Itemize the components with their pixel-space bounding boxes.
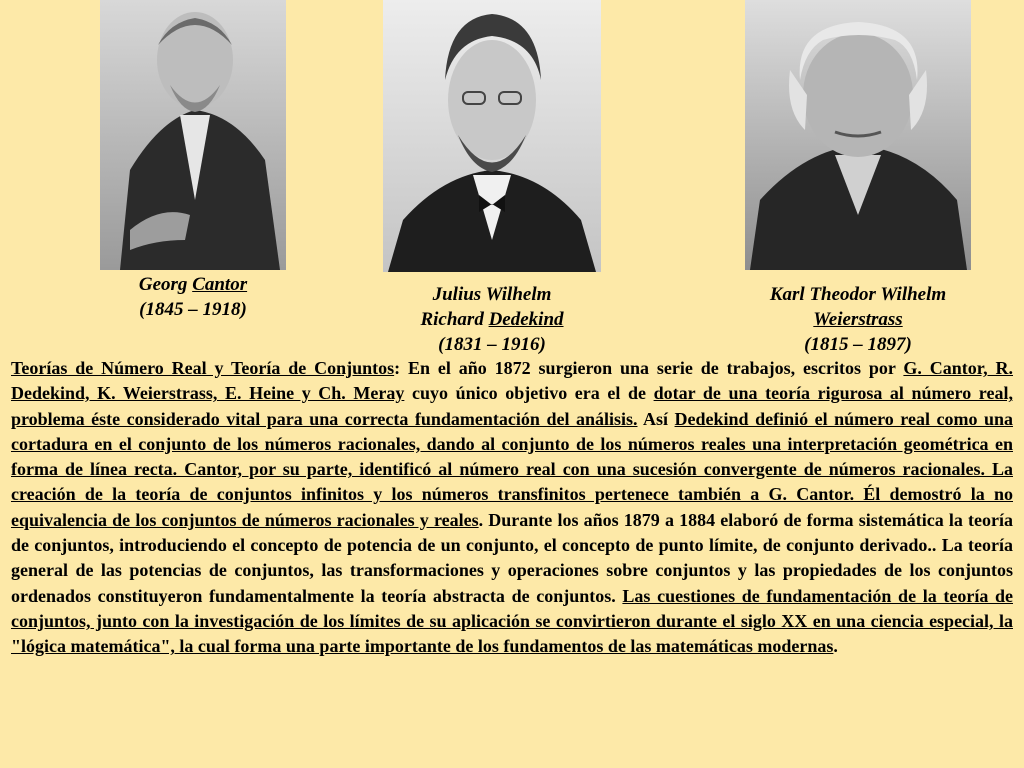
dedekind-definition-link[interactable]: Dedekind definió el número real como una cortadura en el conjunto de los números racionales, dando al conjunto de los números reales una interpretación geométrica en forma de línea recta. Cantor, por su parte, identificó al número real con una sucesión convergente de números racionales. La creación de la teoría de conjuntos infinitos y los números transfinitos pertenece también a G. Cantor. Él demostró la no equivalencia de los conjuntos de números racionales y reales [11, 408, 1013, 530]
text-segment: . [833, 636, 838, 657]
caption-weierstrass-dates: (1815 – 1897) [804, 334, 912, 355]
portrait-cantor-image [100, 0, 286, 270]
caption-cantor [100, 272, 286, 322]
cantor-link[interactable]: Cantor [192, 274, 248, 295]
main-paragraph [11, 356, 1013, 660]
caption-dedekind-name: Richard Dedekind [420, 309, 564, 330]
caption-weierstrass-name [720, 307, 996, 332]
caption-cantor-dates: (1845 – 1918) [139, 299, 247, 320]
section-title-link[interactable]: Teorías de Número Real y Teoría de Conjuntos [11, 358, 395, 378]
portrait-weierstrass-image [745, 0, 971, 270]
caption-cantor-name: Georg Cantor [138, 274, 248, 295]
text-segment: : En el año 1872 surgieron una serie de trabajos, escritos por [394, 358, 904, 378]
portrait-dedekind-image [383, 0, 601, 272]
dedekind-link[interactable]: Dedekind [488, 309, 564, 330]
caption-dedekind [383, 282, 601, 357]
text-segment: Así [637, 408, 675, 429]
caption-dedekind-dates: (1831 – 1916) [438, 334, 546, 355]
foundations-link[interactable]: Las cuestiones de fundamentación de la teoría de conjuntos, junto con la investigación de los límites de su aplicación se convirtieron durante el siglo XX en una ciencia especial, la "lógica matemática", la cual forma una parte importante de los fundamentos de las matemáticas modernas [11, 585, 1013, 657]
weierstrass-link[interactable]: Weierstrass [813, 309, 903, 330]
portrait-dedekind [383, 0, 601, 272]
objective-link[interactable]: dotar de una teoría rigurosa al número real, problema éste considerado vital para una correcta fundamentación del análisis. [11, 383, 1013, 429]
caption-weierstrass [720, 282, 996, 357]
text-segment: cuyo único objetivo era el de [404, 383, 654, 404]
caption-weierstrass-line1: Karl Theodor Wilhelm [769, 284, 947, 305]
portrait-cantor [100, 0, 286, 270]
authors-link[interactable]: G. Cantor, R. Dedekind, K. Weierstrass, E. Heine y Ch. Meray [11, 358, 1013, 404]
text-segment: . Durante los años 1879 a 1884 elaboró de forma sistemática la teoría de conjuntos, introduciendo el concepto de potencia de un conjunto, el concepto de punto límite, de conjunto derivado.. La teoría general de las potencias de conjuntos, las transformaciones y operaciones sobre conjuntos y las propiedades de los conjuntos ordenados constituyeron fundamentalmente la teoría abstracta de conjuntos. [11, 509, 1013, 606]
caption-dedekind-line1: Julius Wilhelm [432, 284, 552, 305]
portrait-weierstrass [745, 0, 971, 270]
